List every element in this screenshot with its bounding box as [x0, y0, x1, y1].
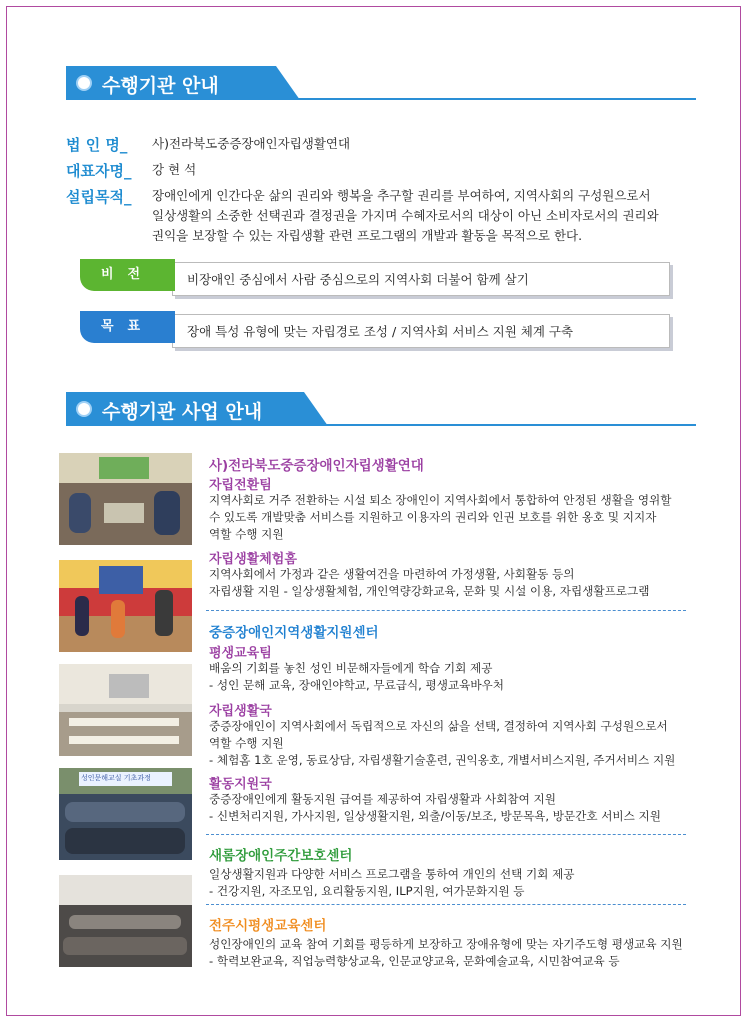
purpose-line: 권익을 보장할 수 있는 자립생활 관련 프로그램의 개발과 활동을 목적으로 한다. — [152, 228, 583, 243]
team-title: 자립생활국 — [209, 704, 272, 719]
corp-name-label: 법 인 명_ — [66, 136, 128, 154]
desc-line: 일상생활지원과 다양한 서비스 프로그램을 통하여 개인의 선택 기회 제공 — [209, 867, 575, 881]
team-description — [209, 718, 699, 769]
desc-line: 지역사회로 거주 전환하는 시설 퇴소 장애인이 지역사회에서 통합하여 안정된 생활을 영위할 — [209, 493, 672, 507]
team-description — [209, 566, 699, 600]
team-title: 평생교육팀 — [209, 646, 272, 661]
divider — [206, 834, 686, 835]
divider — [206, 904, 686, 905]
goal-box: 장애 특성 유형에 맞는 자립경로 조성 / 지역사회 서비스 지원 체계 구축 — [172, 314, 670, 348]
org-description — [209, 866, 699, 900]
photo-activity-room — [59, 453, 192, 545]
purpose-line: 일상생활의 소중한 선택권과 결정권을 가지며 수혜자로서의 대상이 아닌 소비자로서의 권리와 — [152, 208, 659, 223]
corp-name-value: 사)전라북도중증장애인자립생활연대 — [152, 136, 351, 151]
org-title-ilsc: 사)전라북도중증장애인자립생활연대 — [209, 458, 424, 474]
org-title-support-center: 중증장애인지역생활지원센터 — [209, 625, 379, 641]
desc-line: - 체험홈 1호 운영, 동료상담, 자립생활기술훈련, 권익옹호, 개별서비스지원, 주거서비스 지원 — [209, 753, 676, 767]
purpose-line: 장애인에게 인간다운 삶의 권리와 행복을 추구할 권리를 부여하여, 지역사회의 구성원으로서 — [152, 188, 651, 203]
section-header-agency-info — [66, 66, 696, 100]
representative-label: 대표자명_ — [66, 162, 132, 180]
desc-line: - 학력보완교육, 직업능력향상교육, 인문교양교육, 문화예술교육, 시민참여교육 등 — [209, 954, 620, 968]
desc-line: 배움의 기회를 놓친 성인 비문해자들에게 학습 기회 제공 — [209, 661, 493, 675]
section-header-business-info — [66, 392, 696, 426]
header-rule — [66, 98, 696, 100]
desc-line: 역할 수행 지원 — [209, 736, 284, 750]
team-description — [209, 492, 699, 543]
photo-experience-home — [59, 560, 192, 652]
desc-line: 성인장애인의 교육 참여 기회를 평등하게 보장하고 장애유형에 맞는 자기주도형 평생교육 지원 — [209, 937, 683, 951]
team-description — [209, 660, 699, 694]
team-title: 자립생활체험홈 — [209, 552, 297, 567]
bullet-dot-icon — [78, 77, 90, 89]
photo-literacy-class — [59, 768, 192, 860]
desc-line: - 성인 문해 교육, 장애인야학교, 무료급식, 평생교육바우처 — [209, 678, 504, 692]
desc-line: 중증장애인에게 활동지원 급여를 제공하여 자립생활과 사회참여 지원 — [209, 792, 556, 806]
desc-line: - 신변처리지원, 가사지원, 일상생활지원, 외출/이동/보조, 방문목욕, 방문간호 서비스 지원 — [209, 809, 661, 823]
desc-line: 지역사회에서 가정과 같은 생활여건을 마련하여 가정생활, 사회활동 등의 — [209, 567, 575, 581]
desc-line: 수 있도록 개발맞춤 서비스를 지원하고 이용자의 권리와 인권 보호를 위한 옹호 및 지지자 — [209, 510, 657, 524]
bullet-dot-icon — [78, 403, 90, 415]
representative-value: 강 현 석 — [152, 162, 197, 177]
photo-classroom — [59, 664, 192, 756]
section-title: 수행기관 안내 — [102, 75, 219, 97]
vision-box: 비장애인 중심에서 사람 중심으로의 지역사회 더불어 함께 살기 — [172, 262, 670, 296]
desc-line: 역할 수행 지원 — [209, 527, 284, 541]
photo-lecture-hall — [59, 875, 192, 967]
desc-line: 자립생활 지원 - 일상생활체험, 개인역량강화교육, 문화 및 시설 이용, 자립생활프로그램 — [209, 584, 650, 598]
header-rule — [66, 424, 696, 426]
goal-tag: 목표 — [80, 311, 175, 343]
divider — [206, 610, 686, 611]
desc-line: 중증장애인이 지역사회에서 독립적으로 자신의 삶을 선택, 결정하여 지역사회 구성원으로서 — [209, 719, 668, 733]
team-title: 활동지원국 — [209, 777, 272, 792]
org-title-lifelong-edu: 전주시평생교육센터 — [209, 918, 327, 934]
section-title: 수행기관 사업 안내 — [102, 401, 263, 423]
team-title: 자립전환팀 — [209, 478, 272, 493]
vision-tag: 비전 — [80, 259, 175, 291]
photo-sign-text: 성인문해교실 기초과정 — [81, 774, 151, 782]
desc-line: - 건강지원, 자조모임, 요리활동지원, ILP지원, 여가문화지원 등 — [209, 884, 525, 898]
purpose-label: 설립목적_ — [66, 188, 132, 206]
org-description — [209, 936, 699, 970]
purpose-text — [152, 186, 659, 246]
org-title-day-care: 새롬장애인주간보호센터 — [209, 848, 353, 864]
team-description — [209, 791, 699, 825]
